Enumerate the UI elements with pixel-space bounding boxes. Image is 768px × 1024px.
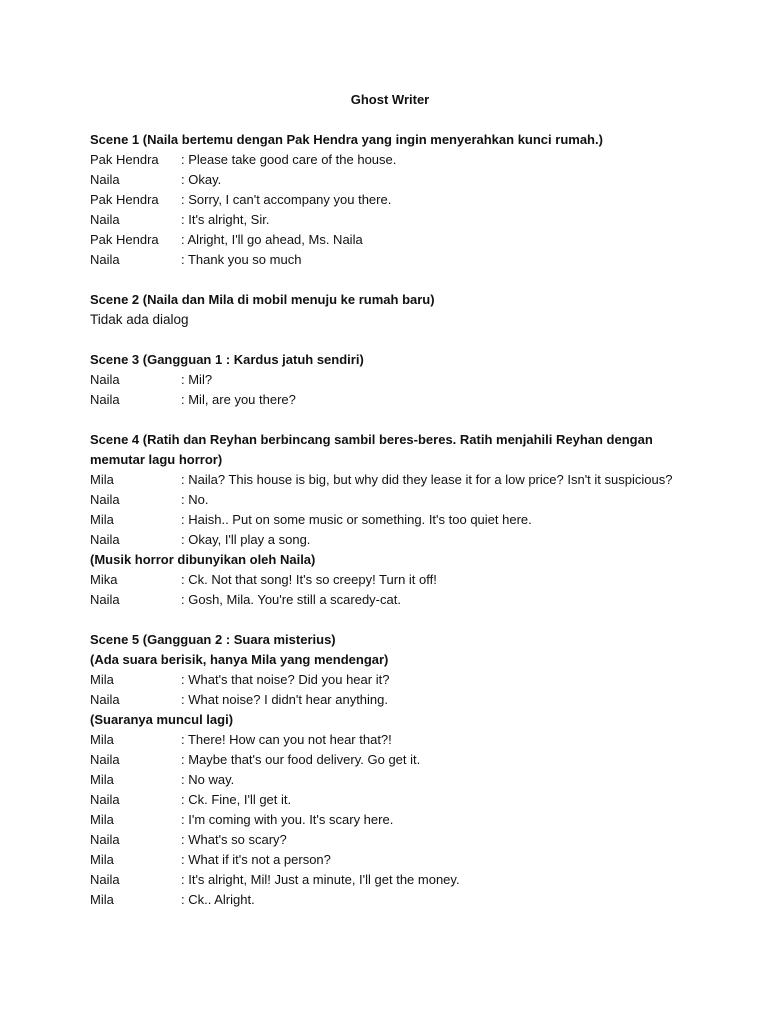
dialogue-line <box>90 770 690 790</box>
dialogue-line <box>90 230 690 250</box>
scene-block <box>90 430 690 610</box>
dialogue-text: : Thank you so much <box>181 252 302 267</box>
dialogue-line <box>90 870 690 890</box>
scene-block <box>90 290 690 330</box>
speaker-name: Mila <box>90 732 114 747</box>
dialogue-line <box>90 390 690 410</box>
speaker-name: Mila <box>90 812 114 827</box>
stage-direction: (Musik horror dibunyikan oleh Naila) <box>90 552 316 567</box>
speaker-name: Naila <box>90 172 120 187</box>
dialogue-line <box>90 470 690 490</box>
dialogue-text: : What if it's not a person? <box>181 852 331 867</box>
dialogue-text: : Maybe that's our food delivery. Go get it. <box>181 752 421 767</box>
dialogue-text: : Ck. Fine, I'll get it. <box>181 792 292 807</box>
dialogue-text: : Ck. Not that song! It's so creepy! Turn it off! <box>181 572 437 587</box>
speaker-name: Naila <box>90 372 120 387</box>
dialogue-line <box>90 590 690 610</box>
dialogue-line <box>90 530 690 550</box>
script-page <box>90 90 690 930</box>
scene-list <box>90 130 690 910</box>
dialogue-line <box>90 890 690 910</box>
dialogue-text: : No way. <box>181 772 235 787</box>
dialogue-text: : Mil? <box>181 372 213 387</box>
speaker-name: Mila <box>90 472 114 487</box>
speaker-name: Naila <box>90 752 120 767</box>
dialogue-text: : Mil, are you there? <box>181 392 296 407</box>
speaker-name: Mila <box>90 852 114 867</box>
dialogue-text: : Okay. <box>181 172 222 187</box>
speaker-name: Naila <box>90 832 120 847</box>
speaker-name: Naila <box>90 492 120 507</box>
scene-heading: Scene 2 (Naila dan Mila di mobil menuju ke rumah baru) <box>90 292 435 307</box>
stage-direction: (Suaranya muncul lagi) <box>90 712 234 727</box>
speaker-name: Naila <box>90 692 120 707</box>
speaker-name: Mila <box>90 512 114 527</box>
dialogue-text: : What noise? I didn't hear anything. <box>181 692 388 707</box>
speaker-name: Pak Hendra <box>90 192 159 207</box>
dialogue-text: : It's alright, Mil! Just a minute, I'll get the money. <box>181 872 460 887</box>
dialogue-line <box>90 210 690 230</box>
dialogue-line <box>90 250 690 270</box>
speaker-name: Naila <box>90 392 120 407</box>
dialogue-line <box>90 730 690 750</box>
scene-block <box>90 130 690 270</box>
dialogue-line <box>90 750 690 770</box>
dialogue-text: : What's so scary? <box>181 832 287 847</box>
dialogue-text: : Haish.. Put on some music or something. It's too quiet here. <box>181 512 532 527</box>
speaker-name: Naila <box>90 212 120 227</box>
dialogue-line <box>90 510 690 530</box>
speaker-name: Mila <box>90 672 114 687</box>
dialogue-text: : I'm coming with you. It's scary here. <box>181 812 394 827</box>
speaker-name: Naila <box>90 592 120 607</box>
dialogue-text: : Sorry, I can't accompany you there. <box>181 192 392 207</box>
dialogue-text: : No. <box>181 492 209 507</box>
dialogue-line <box>90 850 690 870</box>
dialogue-line <box>90 790 690 810</box>
plain-note: Tidak ada dialog <box>90 312 189 327</box>
scene-heading: Scene 4 (Ratih dan Reyhan berbincang sambil beres-beres. Ratih menjahili Reyhan dengan memutar lagu horror) <box>90 432 653 467</box>
scene-block <box>90 630 690 910</box>
dialogue-line <box>90 690 690 710</box>
document-title: Ghost Writer <box>350 92 430 107</box>
dialogue-line <box>90 670 690 690</box>
scene-heading: Scene 1 (Naila bertemu dengan Pak Hendra yang ingin menyerahkan kunci rumah.) <box>90 132 603 147</box>
scene-heading: Scene 5 (Gangguan 2 : Suara misterius) <box>90 632 336 647</box>
speaker-name: Mika <box>90 572 118 587</box>
dialogue-text: : Gosh, Mila. You're still a scaredy-cat. <box>181 592 401 607</box>
speaker-name: Naila <box>90 532 120 547</box>
dialogue-text: : There! How can you not hear that?! <box>181 732 392 747</box>
speaker-name: Naila <box>90 252 120 267</box>
dialogue-line <box>90 150 690 170</box>
dialogue-line <box>90 810 690 830</box>
dialogue-text: : Okay, I'll play a song. <box>181 532 311 547</box>
dialogue-line <box>90 570 690 590</box>
scene-block <box>90 350 690 410</box>
dialogue-text: : It's alright, Sir. <box>181 212 270 227</box>
dialogue-text: : Please take good care of the house. <box>181 152 397 167</box>
stage-direction: (Ada suara berisik, hanya Mila yang mendengar) <box>90 652 389 667</box>
speaker-name: Pak Hendra <box>90 232 159 247</box>
speaker-name: Mila <box>90 772 114 787</box>
dialogue-line <box>90 490 690 510</box>
dialogue-line <box>90 190 690 210</box>
speaker-name: Naila <box>90 792 120 807</box>
dialogue-line <box>90 170 690 190</box>
speaker-name: Mila <box>90 892 114 907</box>
dialogue-text: : Alright, I'll go ahead, Ms. Naila <box>181 232 363 247</box>
speaker-name: Naila <box>90 872 120 887</box>
dialogue-text: : Naila? This house is big, but why did they lease it for a low price? Isn't it suspicious? <box>181 472 673 487</box>
scene-heading: Scene 3 (Gangguan 1 : Kardus jatuh sendiri) <box>90 352 364 367</box>
dialogue-text: : Ck.. Alright. <box>181 892 255 907</box>
dialogue-text: : What's that noise? Did you hear it? <box>181 672 390 687</box>
speaker-name: Pak Hendra <box>90 152 159 167</box>
dialogue-line <box>90 830 690 850</box>
dialogue-line <box>90 370 690 390</box>
